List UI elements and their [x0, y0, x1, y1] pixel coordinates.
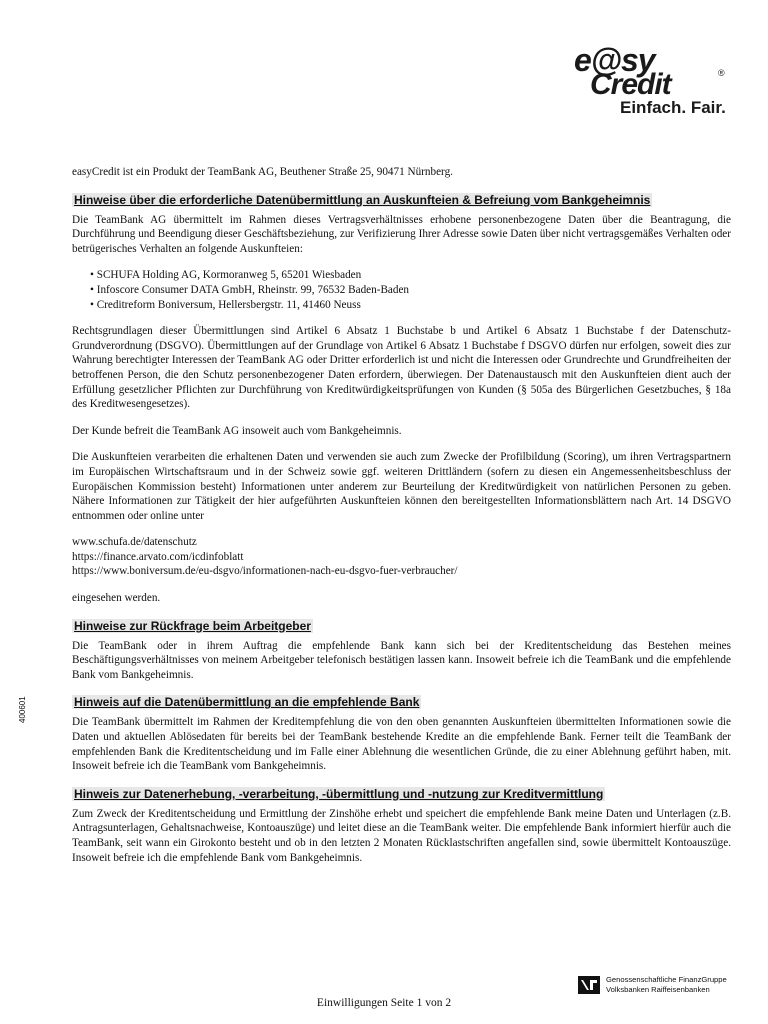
finanzgruppe-logo [578, 975, 738, 997]
section-heading-text: Hinweise über die erforderliche Datenübermittlung an Auskunfteien & Befreiung vom Bankgeheimnis [74, 192, 651, 207]
document-body [72, 165, 731, 877]
paragraph: Die TeamBank oder in ihrem Auftrag die empfehlende Bank kann sich bei der Kreditentscheidung das Bestehen meines Beschäftigungsverhältnisses von meinem Arbeitgeber telefonisch bestätigen lassen kann. Insoweit befreie ich die TeamBank und die empfehlende Bank vom Bankgeheimnis. [72, 639, 731, 681]
document-code: 400601 [18, 696, 27, 723]
list-item: • Creditreform Boniversum, Hellersbergstr. 11, 41460 Neuss [90, 298, 731, 313]
logo-registered-mark: ® [718, 68, 725, 78]
link-schufa[interactable]: www.schufa.de/datenschutz [72, 536, 197, 549]
link-list [72, 535, 731, 579]
intro-text: easyCredit ist ein Produkt der TeamBank AG, Beuthener Straße 25, 90471 Nürnberg. [72, 166, 453, 178]
logo-tagline: Einfach. Fair. [620, 98, 726, 117]
paragraph: Zum Zweck der Kreditentscheidung und Ermittlung der Zinshöhe erhebt und speichert die empfehlende Bank meine Daten und Unterlagen (z.B. Antragsunterlagen, Gehaltsnachweise, Kontoauszüge) und leitet diese an die TeamBank weiter. Die empfehlende Bank informiert hierfür auch die TeamBank, seit wann ein Girokonto besteht und ob in den letzten 2 Monaten Rücklastschriften angefallen sind, sowie übermittelt Kontoauszüge. Insoweit befreie ich die empfehlende Bank vom Bankgeheimnis. [72, 807, 731, 864]
paragraph: Die Auskunfteien verarbeiten die erhaltenen Daten und verwenden sie auch zum Zwecke der Profilbildung (Scoring), um ihren Vertragspartnern im Europäischen Wirtschaftsraum und in der Schweiz sowie ggf. weiteren Drittländern (sofern zu diesen ein Angemessenheitsbeschluss der Europäischen Kommission besteht) Informationen unter anderem zur Beurteilung der Kreditwürdigkeit von natürlichen Personen zu geben. Nähere Informationen zur Tätigkeit der hier aufgeführten Auskunfteien können den bereitgestellten Informationsblättern nach Art. 14 DSGVO entnommen oder online unter [72, 451, 731, 522]
paragraph: Der Kunde befreit die TeamBank AG insoweit auch vom Bankgeheimnis. [72, 424, 402, 437]
logo-line2: Credit [590, 68, 671, 101]
section-heading-text: Hinweis auf die Datenübermittlung an die empfehlende Bank [74, 695, 420, 710]
section-heading [72, 192, 731, 208]
section-heading-text: Hinweis zur Datenerhebung, -verarbeitung, -übermittlung und -nutzung zur Kreditvermittlung [74, 786, 604, 801]
section-arbeitgeber [72, 618, 731, 683]
section-heading-text: Hinweise zur Rückfrage beim Arbeitgeber [74, 618, 311, 633]
list-item: • SCHUFA Holding AG, Kormoranweg 5, 65201 Wiesbaden [90, 268, 731, 283]
link-arvato[interactable]: https://finance.arvato.com/icdinfoblatt [72, 550, 244, 563]
page-number: Einwilligungen Seite 1 von 2 [316, 997, 452, 1009]
section-heading [72, 786, 731, 802]
section-heading [72, 694, 731, 710]
group-line1: Genossenschaftliche FinanzGruppe [606, 975, 727, 984]
section-heading [72, 618, 731, 634]
paragraph: Die TeamBank übermittelt im Rahmen der Kreditempfehlung die von den oben genannten Auskunfteien übermittelten Informationen sowie die Daten und aktuellen Ablösedaten für bereits bei der TeamBank bestehende Kredite an die empfehlende Bank. Ferner teilt die TeamBank der empfehlenden Bank die Kreditentscheidung und im Falle einer Ablehnung die wesentlichen Gründe, die zu einer Ablehnung geführt haben, mit. Insoweit befreie ich die TeamBank vom Bankgeheimnis. [72, 716, 731, 773]
section-kreditvermittlung [72, 786, 731, 865]
list-item: • Infoscore Consumer DATA GmbH, Rheinstr. 99, 76532 Baden-Baden [90, 283, 731, 298]
section-auskunfteien [72, 192, 731, 606]
logo-line1: e@sy [574, 42, 655, 78]
paragraph: Rechtsgrundlagen dieser Übermittlungen sind Artikel 6 Absatz 1 Buchstabe b und Artikel 6 Absatz 1 Buchstabe f der Datenschutz-Grundverordnung (DSGVO). Übermittlungen auf der Grundlage von Artikel 6 Absatz 1 Buchstabe f DSGVO dürfen nur erfolgen, soweit dies zur Wahrung berechtigter Interessen der TeamBank AG oder Dritter erforderlich ist und nicht die Interessen oder Grundrechte und Grundfreiheiten der betroffenen Person, die den Schutz personenbezogener Daten erfordern, überwiegen. Der Datenaustausch mit den Auskunfteien dient auch der Erfüllung gesetzlicher Pflichten zur Durchführung von Kreditwürdigkeitsprüfungen von Kunden (§ 505a des Bürgerlichen Gesetzbuches, § 18a des Kreditwesengesetzes). [72, 325, 731, 411]
finanzgruppe-text [606, 975, 727, 995]
section-empfehlende-bank [72, 694, 731, 773]
group-line2: Volksbanken Raiffeisenbanken [606, 985, 710, 994]
volksbank-icon [578, 976, 600, 994]
auskunfteien-list [90, 268, 731, 312]
link-boniversum[interactable]: https://www.boniversum.de/eu-dsgvo/informationen-nach-eu-dsgvo-fuer-verbraucher/ [72, 565, 458, 578]
paragraph: Die TeamBank AG übermittelt im Rahmen dieses Vertragsverhältnisses erhobene personenbezogene Daten über die Beantragung, die Durchführung und Beendigung dieser Geschäftsbeziehung, zur Verifizierung Ihrer Adresse sowie Daten über nicht vertragsgemäßes Verhalten oder betrügerisches Verhalten an folgende Auskunfteien: [72, 213, 731, 255]
easycredit-logo [572, 42, 732, 118]
paragraph: eingesehen werden. [72, 592, 161, 605]
